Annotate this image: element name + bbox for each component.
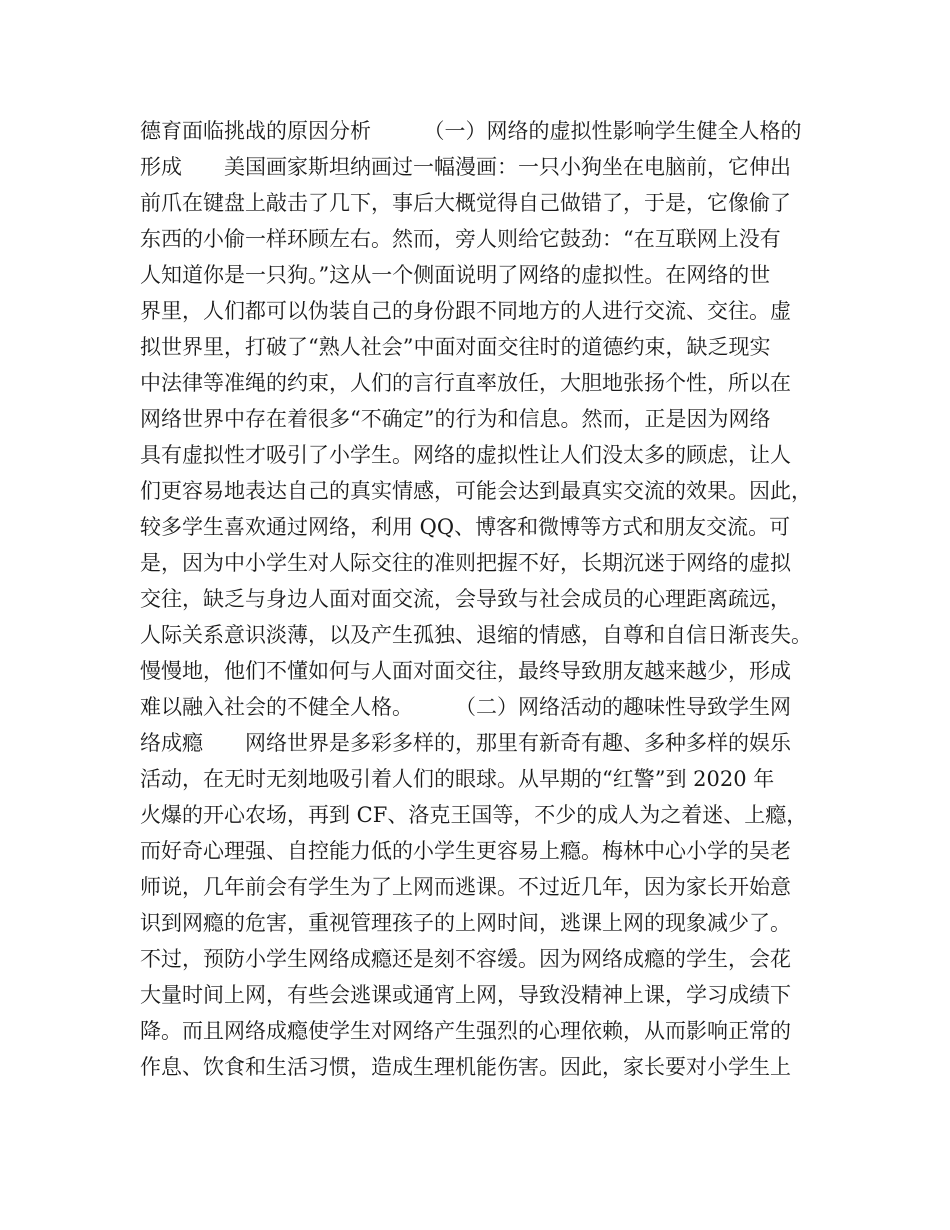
text-line: 慢慢地，他们不懂如何与人面对面交往，最终导致朋友越来越少，形成 bbox=[140, 659, 791, 683]
text-line: 前爪在键盘上敲击了几下，事后大概觉得自己做错了，于是，它像偷了 bbox=[140, 191, 791, 215]
text-line: 交往，缺乏与身边人面对面交流，会导致与社会成员的心理距离疏远， bbox=[140, 587, 791, 611]
text-line: 是，因为中小学生对人际交往的准则把握不好，长期沉迷于网络的虚拟 bbox=[140, 551, 791, 575]
text-line: 大量时间上网，有些会逃课或通宵上网，导致没精神上课，学习成绩下 bbox=[140, 983, 791, 1007]
text-line: 人际关系意识淡薄，以及产生孤独、退缩的情感，自尊和自信日渐丧失。 bbox=[140, 623, 812, 647]
text-line: 火爆的开心农场，再到 CF、洛克王国等，不少的成人为之着迷、上瘾， bbox=[140, 803, 808, 827]
text-line: 活动，在无时无刻地吸引着人们的眼球。从早期的“红警”到 2020 年 bbox=[140, 767, 775, 791]
text-line: 德育面临挑战的原因分析 （一）网络的虚拟性影响学生健全人格的 bbox=[140, 119, 802, 143]
text-line: 拟世界里，打破了“熟人社会”中面对面交往时的道德约束，缺乏现实 bbox=[140, 335, 771, 359]
text-line: 界里，人们都可以伪装自己的身份跟不同地方的人进行交流、交往。虚 bbox=[140, 299, 791, 323]
text-line: 络成瘾 网络世界是多彩多样的，那里有新奇有趣、多种多样的娱乐 bbox=[140, 731, 791, 755]
text-line: 降。而且网络成瘾使学生对网络产生强烈的心理依赖，从而影响正常的 bbox=[140, 1019, 791, 1043]
text-line: 东西的小偷一样环顾左右。然而，旁人则给它鼓劲：“在互联网上没有 bbox=[140, 227, 781, 251]
text-line: 不过，预防小学生网络成瘾还是刻不容缓。因为网络成瘾的学生，会花 bbox=[140, 947, 791, 971]
text-line: 们更容易地表达自己的真实情感，可能会达到最真实交流的效果。因此， bbox=[140, 479, 812, 503]
text-line: 识到网瘾的危害，重视管理孩子的上网时间，逃课上网的现象减少了。 bbox=[140, 911, 791, 935]
text-line: 网络世界中存在着很多“不确定”的行为和信息。然而，正是因为网络 bbox=[140, 407, 771, 431]
text-line: 作息、饮食和生活习惯，造成生理机能伤害。因此，家长要对小学生上 bbox=[140, 1055, 791, 1079]
text-line: 师说，几年前会有学生为了上网而逃课。不过近几年，因为家长开始意 bbox=[140, 875, 791, 899]
text-line: 中法律等准绳的约束，人们的言行直率放任，大胆地张扬个性，所以在 bbox=[140, 371, 791, 395]
body-text bbox=[140, 113, 820, 1085]
text-line: 具有虚拟性才吸引了小学生。网络的虚拟性让人们没太多的顾虑，让人 bbox=[140, 443, 791, 467]
text-line: 而好奇心理强、自控能力低的小学生更容易上瘾。梅林中心小学的吴老 bbox=[140, 839, 791, 863]
text-line: 较多学生喜欢通过网络，利用 QQ、博客和微博等方式和朋友交流。可 bbox=[140, 515, 791, 539]
text-line: 人知道你是一只狗。”这从一个侧面说明了网络的虚拟性。在网络的世 bbox=[140, 263, 771, 287]
text-line: 形成 美国画家斯坦纳画过一幅漫画：一只小狗坐在电脑前，它伸出 bbox=[140, 155, 791, 179]
text-line: 难以融入社会的不健全人格。 （二）网络活动的趣味性导致学生网 bbox=[140, 695, 791, 719]
